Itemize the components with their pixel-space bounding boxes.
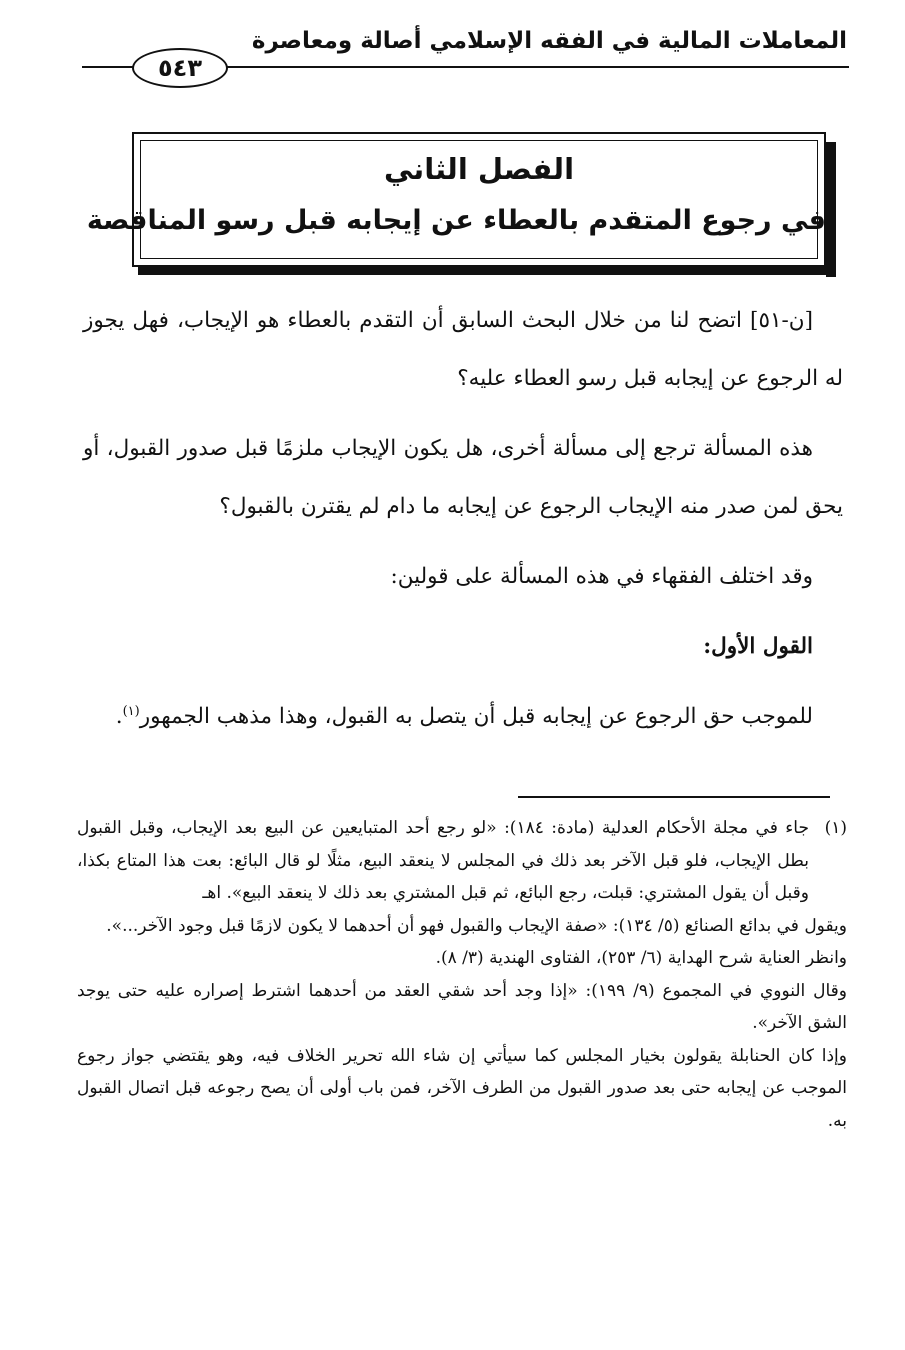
paragraph-1: [ن-٥١] اتضح لنا من خلال البحث السابق أن التقدم بالعطاء هو الإيجاب، فهل يجوز له الرجوع عن إيجابه قبل رسو العطاء عليه؟ [83,308,843,391]
chapter-title-frame-shadow [826,142,836,277]
footnote-paragraph-5: وإذا كان الحنابلة يقولون بخيار المجلس كما سيأتي إن شاء الله تحرير الخلاف فيه، وهو يقتضي جواز رجوع الموجب عن إيجابه حتى بعد صدور القبول من الطرف الآخر، فمن باب أولى أن يصح رجوعه قبل اتصال القبول به. [77,1045,847,1131]
footnote-paragraph-2: ويقول في بدائع الصنائع (٥/ ١٣٤): «صفة الإيجاب والقبول فهو أن أحدهما لا يكون لازمًا قبل وجود الآخر...». [106,915,847,936]
footnote-1-text: جاء في مجلة الأحكام العدلية (مادة: ١٨٤): «لو رجع أحد المتبايعين عن البيع بعد الإيجاب، وقبل القبول بطل الإيجاب، فلو قبل الآخر بعد ذلك في المجلس لا ينعقد البيع، مثلًا لو قال البائع: بعت هذا المتاع بكذا، وقبل أن يقول المشتري: قبلت، رجع البائع، ثم قبل المشتري بعد ذلك لا ينعقد البيع». اهـ [77,818,809,903]
paragraph-4-text: للموجب حق الرجوع عن إيجابه قبل أن يتصل به القبول، وهذا مذهب الجمهور [139,704,813,729]
paragraph-4 [83,688,843,746]
footnote-separator [518,796,830,798]
paragraph-3: وقد اختلف الفقهاء في هذه المسألة على قولين: [390,564,813,589]
main-text [83,292,843,758]
footnote-paragraph-3: وانظر العناية شرح الهداية (٦/ ٢٥٣)، الفتاوى الهندية (٣/ ٨). [435,948,847,968]
section-heading-first-opinion: القول الأول: [703,634,813,659]
paragraph-4-end: . [115,704,123,729]
footnote-reference[interactable]: (١) [122,703,140,719]
footnote-paragraph-4: وقال النووي في المجموع (٩/ ١٩٩): «إذا وجد أحد شقي العقد من أحدهما اشترط إصراره عليه حتى يوجد الشق الآخر». [77,980,847,1033]
footnotes [77,812,847,1137]
chapter-subtitle: في رجوع المتقدم بالعطاء عن إيجابه قبل رسو المناقصة [86,205,826,236]
paragraph-2: هذه المسألة ترجع إلى مسألة أخرى، هل يكون الإيجاب ملزمًا قبل صدور القبول، أو يحق لمن صدر منه الإيجاب الرجوع عن إيجابه ما دام لم يقترن بالقبول؟ [83,436,843,519]
running-header-title: المعاملات المالية في الفقه الإسلامي أصالة ومعاصرة [251,28,847,54]
footnote-1 [77,812,847,910]
page-number: ٥٤٣ [132,48,228,88]
chapter-title: الفصل الثاني [383,152,575,186]
footnote-marker: (١) [824,818,847,838]
